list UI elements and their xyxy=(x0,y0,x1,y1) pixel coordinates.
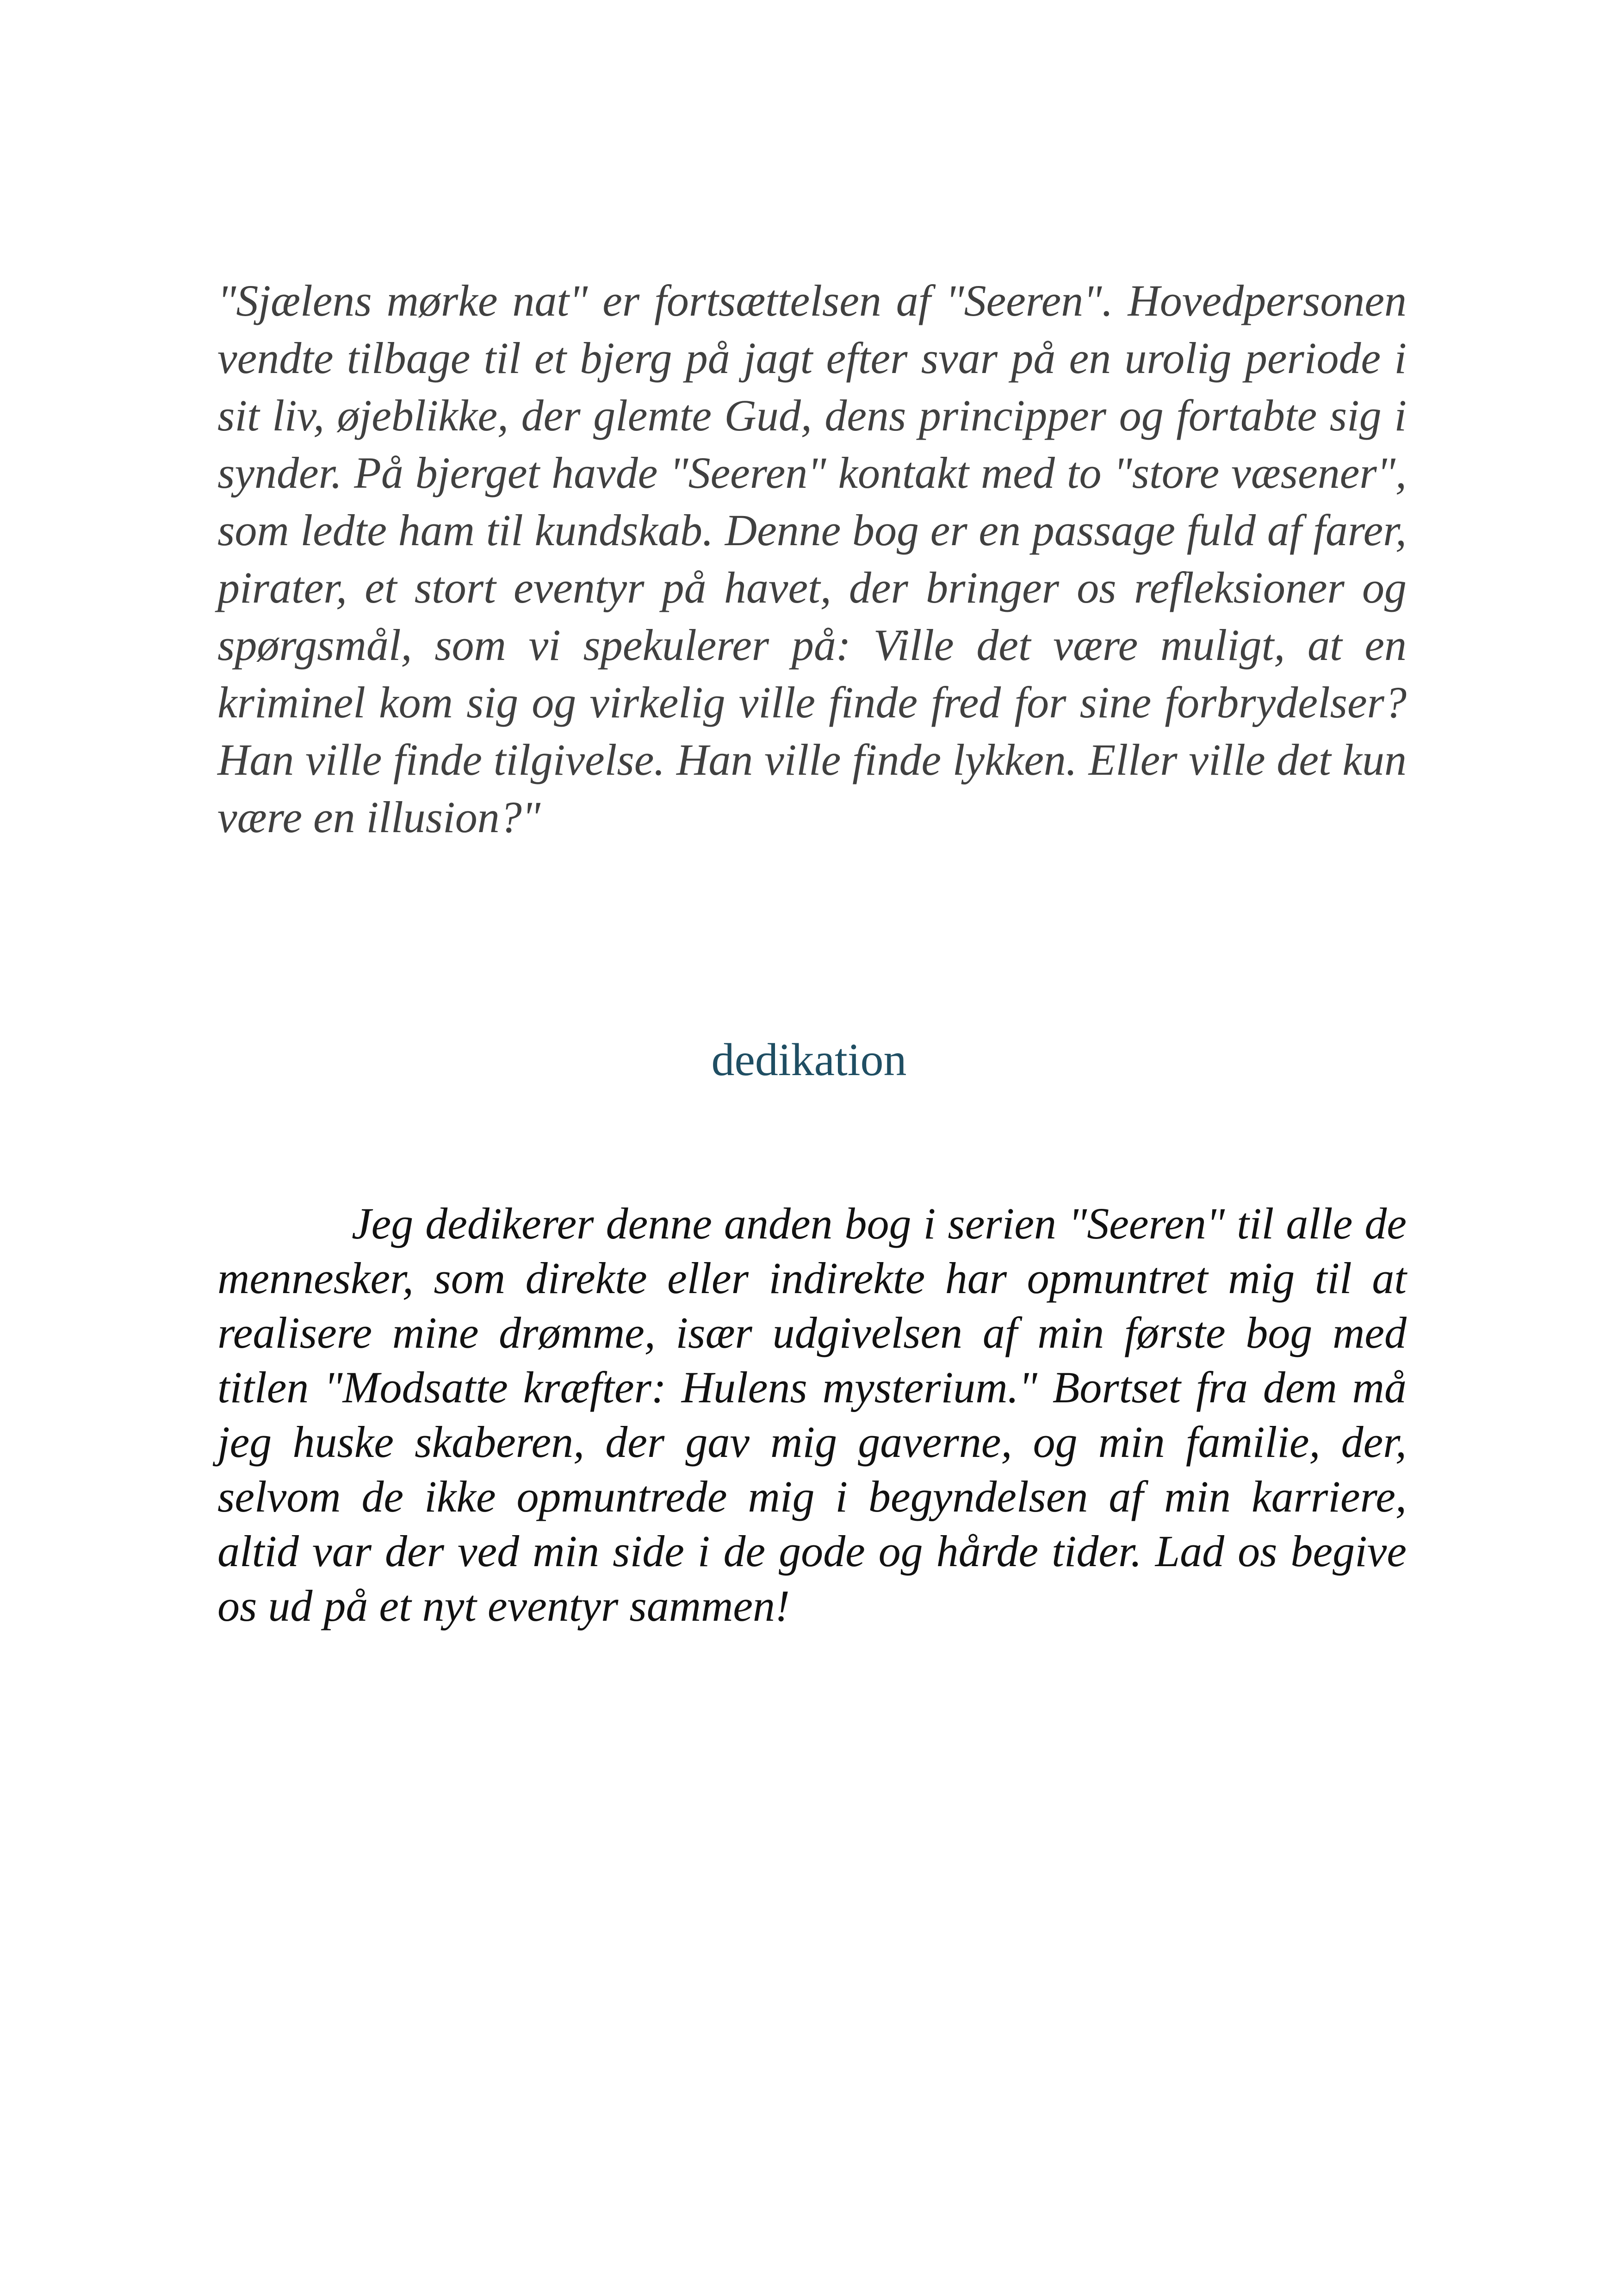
book-blurb: "Sjælens mørke nat" er fortsættelsen af "Seeren". Hovedpersonen vendte tilbage til et bjerg på jagt efter svar på en urolig periode i sit liv, øjeblikke, der glemte Gud, dens principper og fortabte sig i synder. På bjerget havde "Seeren" kontakt med to "store væsener", som ledte ham til kundskab. Denne bog er en passage fuld af farer, pirater, et stort eventyr på havet, der bringer os refleksioner og spørgsmål, som vi spekulerer på: Ville det være muligt, at en kriminel kom sig og virkelig ville finde fred for sine forbrydelser? Han ville finde tilgivelse. Han ville finde lykken. Eller ville det kun være en illusion?" xyxy=(217,276,1407,842)
dedication-heading: dedikation xyxy=(711,1034,907,1085)
dedication-text: Jeg dedikerer denne anden bog i serien "Seeren" til alle de mennesker, som direkte eller indirekte har opmuntret mig til at realisere mine drømme, især udgivelsen af min første bog med titlen "Modsatte kræfter: Hulens mysterium." Bortset fra dem må jeg huske skaberen, der gav mig gaverne, og min familie, der, selvom de ikke opmuntrede mig i begyndelsen af min karriere, altid var der ved min side i de gode og hårde tider. Lad os begive os ud på et nyt eventyr sammen! xyxy=(217,1199,1407,1630)
